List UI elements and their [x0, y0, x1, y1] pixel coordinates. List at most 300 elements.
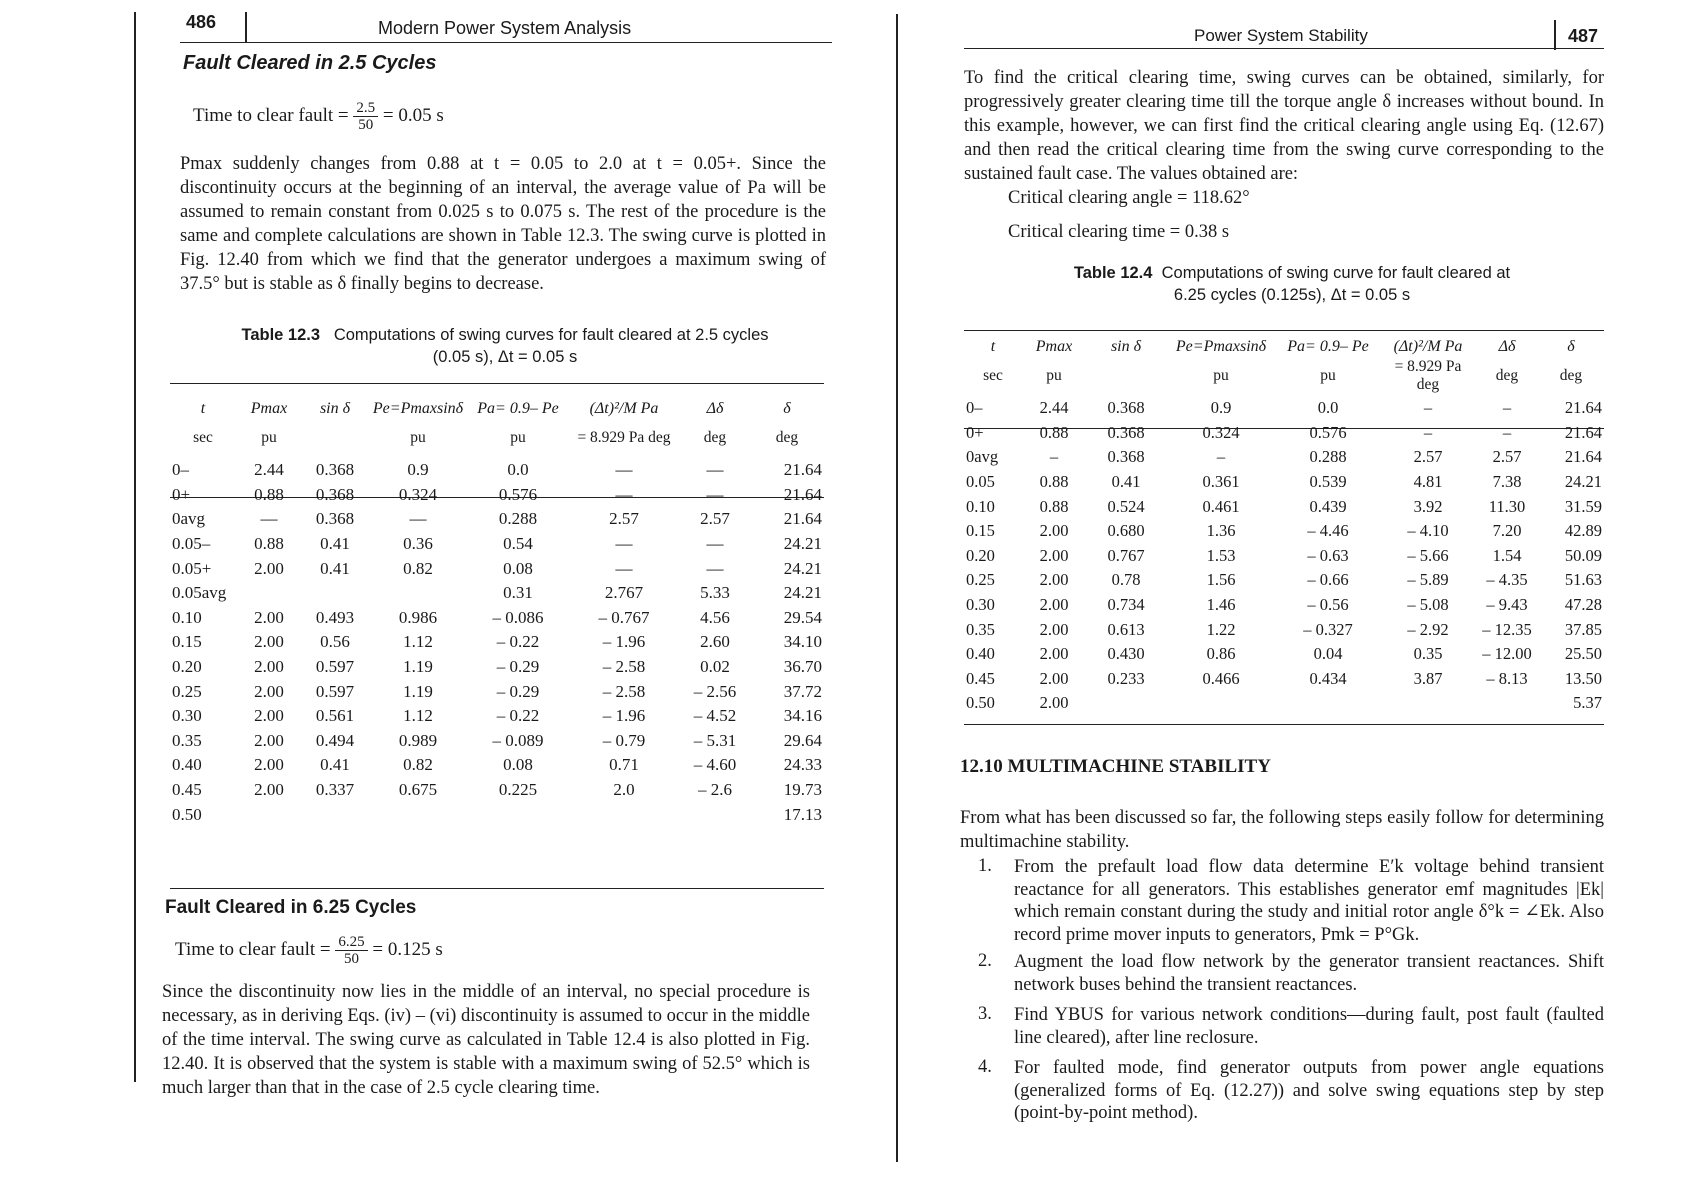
- frac-den: 50: [358, 117, 374, 133]
- table-cell: 7.20: [1492, 521, 1522, 541]
- caption-label: Table 12.4: [1073, 264, 1153, 282]
- list-item-3: Find YBUS for various network conditions—during fault, post fault (faulted line cleared), after line reclosure.: [1014, 1005, 1604, 1048]
- critical-time: Critical clearing time = 0.38 s: [1008, 222, 1230, 242]
- table-cell: 0.88: [1039, 496, 1069, 516]
- table-cell: 24.21: [1564, 472, 1602, 492]
- table-cell: 0.434: [1309, 668, 1347, 688]
- table-cell: [568, 802, 680, 827]
- table-cell: 2.00: [254, 607, 284, 627]
- table-cell: [302, 581, 368, 606]
- table-cell: 24.21: [783, 534, 822, 554]
- table-cell: [1166, 691, 1276, 716]
- table-cell: 19.73: [783, 780, 822, 800]
- table-cell: 0.35: [966, 619, 995, 639]
- table-cell: —: [615, 484, 633, 504]
- table-cell: 21.64: [783, 484, 822, 504]
- table-row: [964, 642, 1604, 667]
- table-cell: 5.37: [1573, 693, 1602, 713]
- table-cell: 0.597: [315, 657, 355, 677]
- table-cell: 0.88: [254, 534, 284, 554]
- column-header: δ: [1567, 338, 1575, 355]
- table-cell: [236, 581, 302, 606]
- running-title: Power System Stability: [1194, 26, 1368, 45]
- table-header-row: [170, 400, 824, 418]
- table-cell: – 12.00: [1482, 644, 1532, 664]
- time2-fraction: [335, 934, 367, 967]
- page-number: 487: [1568, 26, 1599, 46]
- table-cell: —: [260, 509, 278, 529]
- table-cell: – 0.66: [1307, 570, 1349, 590]
- table-cell: 0.50: [172, 804, 202, 824]
- column-unit: = 8.929 Pa deg: [577, 429, 671, 446]
- table-cell: 0.41: [320, 558, 350, 578]
- time-equation: [193, 100, 444, 133]
- table-cell: 0.08: [503, 558, 533, 578]
- table-row: [170, 802, 824, 827]
- section-title-6-25-cycles: Fault Cleared in 6.25 Cycles: [165, 897, 417, 918]
- table-cell: – 0.089: [492, 730, 544, 750]
- table-cell: 0.368: [315, 509, 355, 529]
- table-cell: 2.00: [254, 780, 284, 800]
- caption-line2: 6.25 cycles (0.125s), Δt = 0.05 s: [1173, 286, 1411, 304]
- column-header: t: [990, 338, 996, 355]
- column-unit: pu: [261, 429, 277, 446]
- paragraph-1: Pmax suddenly changes from 0.88 at t = 0.05 to 2.0 at t = 0.05+. Since the discontinuity occurs at the beginning of an interval, the average value of Pa will be assumed to remain constant from 0.025 s to 0.075 s. The rest of the procedure is the same and complete calculations are shown in Table 12.3. The swing curve is plotted in Fig. 12.40 from which we find that the generator undergoes a maximum swing of 37.5° but is stable as δ finally begins to decrease.: [180, 154, 826, 294]
- table-cell: 0.30: [172, 706, 202, 726]
- table-cell: 21.64: [783, 460, 822, 480]
- running-title: Modern Power System Analysis: [378, 18, 632, 38]
- list-item-4: For faulted mode, find generator outputs from power angle equations (generalized forms of Eq. (12.27)) and solve swing equations step by step (point-by-point method).: [1014, 1058, 1604, 1123]
- table-cell: 0.88: [254, 484, 284, 504]
- table-cell: 0.368: [1107, 447, 1145, 467]
- table-cell: – 0.56: [1307, 595, 1349, 615]
- table-cell: 5.33: [700, 583, 730, 603]
- table-row: [170, 606, 824, 631]
- paragraph-2: From what has been discussed so far, the following steps easily follow for determining multimachine stability.: [960, 808, 1604, 852]
- table-row: [170, 655, 824, 680]
- table-cell: 2.00: [1039, 545, 1069, 565]
- table-cell: 2.00: [1039, 595, 1069, 615]
- table-cell: 21.64: [783, 509, 822, 529]
- time-result: = 0.05 s: [382, 104, 444, 126]
- critical-angle: Critical clearing angle = 118.62°: [1008, 188, 1250, 208]
- table-cell: 11.30: [1488, 496, 1526, 516]
- right-margin-line: [896, 14, 898, 1162]
- column-header: t: [200, 400, 206, 417]
- table-cell: 0.41: [1111, 472, 1141, 492]
- column-unit: deg: [1495, 367, 1519, 384]
- table-cell: –: [1423, 422, 1433, 442]
- table-cell: 2.57: [1413, 447, 1443, 467]
- table-cell: 0.494: [315, 730, 355, 750]
- table-cell: 0.430: [1107, 644, 1145, 664]
- table-cell: – 2.58: [602, 681, 646, 701]
- table-cell: 0.88: [1039, 472, 1069, 492]
- table-cell: 0.82: [403, 755, 433, 775]
- time2-result: = 0.125 s: [372, 938, 443, 960]
- table-cell: 0.986: [398, 607, 438, 627]
- section-heading-12-10: 12.10 MULTIMACHINE STABILITY: [960, 756, 1271, 777]
- table-cell: 2.00: [1039, 570, 1069, 590]
- table-bottom-rule: [170, 888, 824, 889]
- table-cell: 0.613: [1107, 619, 1145, 639]
- table-cell: 0.78: [1111, 570, 1141, 590]
- table-cell: – 2.92: [1407, 619, 1449, 639]
- column-header: sin δ: [1110, 338, 1142, 355]
- column-header: Pmax: [250, 400, 288, 417]
- table-cell: 0.0: [507, 460, 529, 480]
- list-number-4: 4.: [978, 1057, 992, 1077]
- table-cell: 47.28: [1564, 595, 1602, 615]
- table-cell: 0.597: [315, 681, 355, 701]
- table-cell: – 12.35: [1482, 619, 1532, 639]
- table-cell: 0.36: [403, 534, 433, 554]
- table-cell: – 4.60: [693, 755, 737, 775]
- table-cell: 37.85: [1564, 619, 1602, 639]
- table-cell: 0avg: [172, 509, 206, 529]
- table-cell: —: [706, 558, 724, 578]
- table-cell: 42.89: [1564, 521, 1602, 541]
- table-cell: – 0.29: [496, 681, 540, 701]
- table-cell: – 0.22: [496, 632, 540, 652]
- table-cell: – 2.6: [698, 780, 732, 800]
- table-cell: 0–: [172, 460, 189, 480]
- table-cell: 0.337: [315, 780, 355, 800]
- list-item-1: From the prefault load flow data determine E′k voltage behind transient reactance for all generators. This establishes generator emf magnitudes |Ek| which remain constant during the study and initial rotor angle δ°k = ∠Ek. Also record prime mover inputs to generators, Pmk = P°Gk.: [1014, 857, 1604, 945]
- table-cell: 0.324: [398, 484, 438, 504]
- table-row: [170, 556, 824, 581]
- table-cell: 1.12: [403, 632, 433, 652]
- table-cell: 21.64: [1564, 398, 1602, 418]
- table-cell: 1.12: [403, 706, 433, 726]
- table-cell: 31.59: [1564, 496, 1602, 516]
- table-cell: – 4.35: [1486, 570, 1528, 590]
- table-cell: 0–: [966, 398, 983, 418]
- table-cell: 0.10: [966, 496, 995, 516]
- table-cell: [1476, 691, 1538, 716]
- table-cell: – 8.13: [1486, 668, 1528, 688]
- table-cell: – 0.79: [602, 730, 646, 750]
- table-cell: 29.64: [783, 730, 822, 750]
- table-cell: 7.38: [1492, 472, 1522, 492]
- table-cell: 0.466: [1202, 668, 1240, 688]
- table-cell: 1.22: [1206, 619, 1236, 639]
- table-row: [964, 494, 1604, 519]
- table-cell: – 9.43: [1486, 595, 1528, 615]
- paragraph-1: To find the critical clearing time, swing curves can be obtained, similarly, for progressively greater clearing time till the torque angle δ increases without bound. In this example, however, we can first find the critical clearing angle using Eq. (12.67) and then read the critical clearing time from the swing curve corresponding to the sustained fault case. The values obtained are:: [964, 68, 1604, 184]
- table-row: [964, 519, 1604, 544]
- table-cell: 2.00: [254, 706, 284, 726]
- table-cell: 2.60: [700, 632, 730, 652]
- column-header: (Δt)²/M Pa: [1393, 338, 1463, 355]
- frac-num: 2.5: [353, 100, 378, 117]
- table-cell: 25.50: [1564, 644, 1602, 664]
- table-cell: 0.41: [320, 755, 350, 775]
- list-number-1: 1.: [978, 856, 992, 876]
- time-label: Time to clear fault =: [193, 104, 349, 126]
- table-cell: 0.82: [403, 558, 433, 578]
- left-page: [0, 0, 840, 1191]
- table-row: [964, 396, 1604, 421]
- table-cell: 2.00: [254, 632, 284, 652]
- table-cell: 34.10: [783, 632, 822, 652]
- table-row: [170, 483, 824, 508]
- table-cell: 4.81: [1413, 472, 1443, 492]
- table-cell: 0.20: [966, 545, 995, 565]
- table-cell: 2.00: [254, 755, 284, 775]
- table-row: [964, 617, 1604, 642]
- table-cell: –: [1049, 447, 1059, 467]
- table-cell: 17.13: [783, 804, 822, 824]
- table-12-3-caption: [200, 324, 810, 368]
- table-cell: 0.15: [966, 521, 995, 541]
- table-cell: – 2.56: [693, 681, 737, 701]
- table-cell: 0.41: [320, 534, 350, 554]
- table-cell: 1.19: [403, 681, 433, 701]
- list-item-2: Augment the load flow network by the generator transient reactances. Shift network buses behind the transient reactances.: [1014, 952, 1604, 995]
- paragraph-2: Since the discontinuity now lies in the middle of an interval, no special procedure is necessary, as in deriving Eqs. (iv) – (vi) discontinuity is assumed to occur in the middle of the time interval. The swing curve as calculated in Table 12.4 is also plotted in Fig. 12.40. It is observed that the system is stable with a maximum swing of 52.5° which is much larger than that in the case of 2.5 cycle clearing time.: [162, 982, 810, 1098]
- table-cell: 0.45: [966, 668, 995, 688]
- table-cell: 1.46: [1206, 595, 1236, 615]
- table-cell: 0.04: [1313, 644, 1343, 664]
- table-cell: 2.44: [1039, 398, 1069, 418]
- table-cell: – 0.767: [598, 607, 650, 627]
- table-cell: 2.57: [609, 509, 639, 529]
- table-cell: [1086, 691, 1166, 716]
- table-cell: 0.15: [172, 632, 202, 652]
- column-unit: pu: [410, 429, 426, 446]
- table-cell: 0.25: [172, 681, 202, 701]
- table-12-3: [170, 400, 824, 827]
- table-top-rule: [170, 383, 824, 384]
- table-cell: 2.00: [254, 681, 284, 701]
- column-unit: deg: [703, 429, 727, 446]
- table-cell: 0.88: [1039, 422, 1069, 442]
- table-cell: 0.40: [172, 755, 202, 775]
- table-cell: —: [615, 534, 633, 554]
- header-rule: [964, 48, 1604, 49]
- table-cell: 13.50: [1564, 668, 1602, 688]
- table-cell: 21.64: [1564, 422, 1602, 442]
- table-cell: 0.71: [609, 755, 639, 775]
- column-unit: pu: [510, 429, 526, 446]
- table-cell: [1276, 691, 1380, 716]
- table-row: [964, 568, 1604, 593]
- header-rule: [180, 42, 832, 43]
- table-cell: 0.05–: [172, 534, 211, 554]
- list-number-3: 3.: [978, 1004, 992, 1024]
- table-cell: [1380, 691, 1476, 716]
- column-header: Pe=Pmaxsinδ: [372, 400, 464, 417]
- table-cell: [468, 802, 568, 827]
- table-row: [170, 679, 824, 704]
- table-cell: 0.9: [407, 460, 429, 480]
- column-header: (Δt)²/M Pa: [589, 400, 659, 417]
- table-cell: 0.9: [1210, 398, 1232, 418]
- table-cell: 1.53: [1206, 545, 1236, 565]
- column-unit: pu: [1213, 367, 1229, 384]
- table-cell: – 5.31: [693, 730, 737, 750]
- table-cell: 0.05avg: [172, 583, 227, 603]
- table-cell: [680, 802, 750, 827]
- table-cell: 51.63: [1564, 570, 1602, 590]
- table-cell: 24.33: [783, 755, 822, 775]
- table-cell: 0.324: [1202, 422, 1240, 442]
- table-cell: 2.00: [1039, 668, 1069, 688]
- table-cell: 0.576: [1309, 422, 1347, 442]
- table-units-row: [964, 356, 1604, 396]
- table-cell: 0.368: [1107, 422, 1145, 442]
- table-cell: 0.25: [966, 570, 995, 590]
- list-number-2: 2.: [978, 951, 992, 971]
- column-header: sin δ: [319, 400, 351, 417]
- table-cell: 50.09: [1564, 545, 1602, 565]
- table-cell: 0.989: [398, 730, 438, 750]
- table-cell: 0.361: [1202, 472, 1240, 492]
- table-cell: 24.21: [783, 583, 822, 603]
- table-cell: 3.92: [1413, 496, 1443, 516]
- table-cell: [236, 802, 302, 827]
- table-row: [964, 691, 1604, 716]
- table-cell: – 5.89: [1407, 570, 1449, 590]
- table-cell: 2.00: [254, 657, 284, 677]
- table-row: [170, 753, 824, 778]
- table-cell: – 2.58: [602, 657, 646, 677]
- page-number: 486: [186, 12, 217, 32]
- table-cell: 0.288: [1309, 447, 1347, 467]
- table-cell: 0.368: [315, 460, 355, 480]
- table-row: [964, 445, 1604, 470]
- table-cell: 0+: [172, 484, 191, 504]
- table-cell: – 4.52: [693, 706, 737, 726]
- table-cell: 0.368: [315, 484, 355, 504]
- table-cell: 0.54: [503, 534, 533, 554]
- frac2-den: 50: [344, 951, 360, 967]
- table-cell: 1.19: [403, 657, 433, 677]
- table-cell: 0.439: [1309, 496, 1347, 516]
- table-cell: 2.00: [254, 558, 284, 578]
- header-tick: [1554, 20, 1556, 50]
- table-cell: 2.44: [254, 460, 284, 480]
- table-cell: 2.00: [1039, 521, 1069, 541]
- time-fraction: [353, 100, 378, 133]
- table-cell: 0.0: [1317, 398, 1339, 418]
- table-row: [170, 581, 824, 606]
- column-header: Δδ: [706, 400, 724, 417]
- table-cell: 0+: [966, 422, 984, 442]
- table-row: [170, 630, 824, 655]
- column-header: Pa= 0.9– Pe: [477, 400, 559, 417]
- table-cell: 0.288: [498, 509, 538, 529]
- table-cell: – 0.63: [1307, 545, 1349, 565]
- table-cell: —: [706, 484, 724, 504]
- table-cell: – 4.46: [1307, 521, 1349, 541]
- table-cell: 2.57: [1492, 447, 1522, 467]
- table-cell: 0avg: [966, 447, 999, 467]
- table-row: [170, 532, 824, 557]
- table-bottom-rule: [964, 724, 1604, 725]
- table-cell: 0.233: [1107, 668, 1145, 688]
- column-header: Pe=Pmaxsinδ: [1175, 338, 1267, 355]
- table-12-4-caption: [992, 262, 1592, 306]
- table-row: [964, 593, 1604, 618]
- table-cell: 0.86: [1206, 644, 1236, 664]
- table-cell: 0.539: [1309, 472, 1347, 492]
- caption-line2: (0.05 s), Δt = 0.05 s: [432, 348, 578, 366]
- table-row: [964, 667, 1604, 692]
- table-cell: 2.00: [1039, 693, 1069, 713]
- table-cell: 0.40: [966, 644, 995, 664]
- table-12-4: [964, 338, 1604, 716]
- table-cell: 29.54: [783, 607, 822, 627]
- table-cell: 0.45: [172, 780, 202, 800]
- table-row: [170, 507, 824, 532]
- table-cell: 0.08: [503, 755, 533, 775]
- table-cell: 0.767: [1107, 545, 1145, 565]
- section-title-2-5-cycles: Fault Cleared in 2.5 Cycles: [183, 52, 437, 74]
- table-row: [170, 729, 824, 754]
- table-cell: 2.767: [604, 583, 644, 603]
- table-cell: —: [706, 534, 724, 554]
- table-cell: – 0.22: [496, 706, 540, 726]
- table-cell: [302, 802, 368, 827]
- table-cell: 2.00: [1039, 644, 1069, 664]
- column-header: Pmax: [1035, 338, 1073, 355]
- table-row: [170, 778, 824, 803]
- table-cell: —: [615, 558, 633, 578]
- column-unit: = 8.929 Pa deg: [1394, 358, 1462, 393]
- right-page: [842, 0, 1684, 1191]
- table-cell: 0.461: [1202, 496, 1240, 516]
- caption-line1: Computations of swing curves for fault cleared at 2.5 cycles: [333, 326, 769, 344]
- table-cell: —: [706, 460, 724, 480]
- table-cell: –: [1502, 398, 1512, 418]
- table-cell: 21.64: [1564, 447, 1602, 467]
- table-cell: 0.524: [1107, 496, 1145, 516]
- table-cell: 0.225: [498, 780, 538, 800]
- table-cell: 0.493: [315, 607, 355, 627]
- table-cell: –: [1423, 398, 1433, 418]
- table-cell: —: [615, 460, 633, 480]
- table-cell: 0.02: [700, 657, 730, 677]
- table-cell: 0.30: [966, 595, 995, 615]
- table-cell: 2.57: [700, 509, 730, 529]
- table-row: [964, 470, 1604, 495]
- table-cell: 1.54: [1492, 545, 1522, 565]
- table-cell: – 0.327: [1303, 619, 1353, 639]
- table-cell: 0.675: [398, 780, 438, 800]
- table-cell: – 1.96: [602, 632, 646, 652]
- table-cell: –: [1502, 422, 1512, 442]
- column-unit: [302, 418, 368, 458]
- table-cell: 2.0: [613, 780, 635, 800]
- table-cell: –: [1216, 447, 1226, 467]
- table-cell: – 5.66: [1407, 545, 1449, 565]
- table-cell: 0.50: [966, 693, 995, 713]
- table-cell: 0.20: [172, 657, 202, 677]
- table-cell: 2.00: [1039, 619, 1069, 639]
- table-header-row: [964, 338, 1604, 356]
- table-cell: 4.56: [700, 607, 730, 627]
- table-cell: 0.31: [503, 583, 533, 603]
- table-cell: 0.35: [1413, 644, 1443, 664]
- column-header: Pa= 0.9– Pe: [1287, 338, 1369, 355]
- left-margin-line: [134, 12, 136, 1082]
- table-row: [964, 421, 1604, 446]
- table-cell: – 0.086: [492, 607, 544, 627]
- table-cell: 0.576: [498, 484, 538, 504]
- header-tick: [245, 12, 247, 42]
